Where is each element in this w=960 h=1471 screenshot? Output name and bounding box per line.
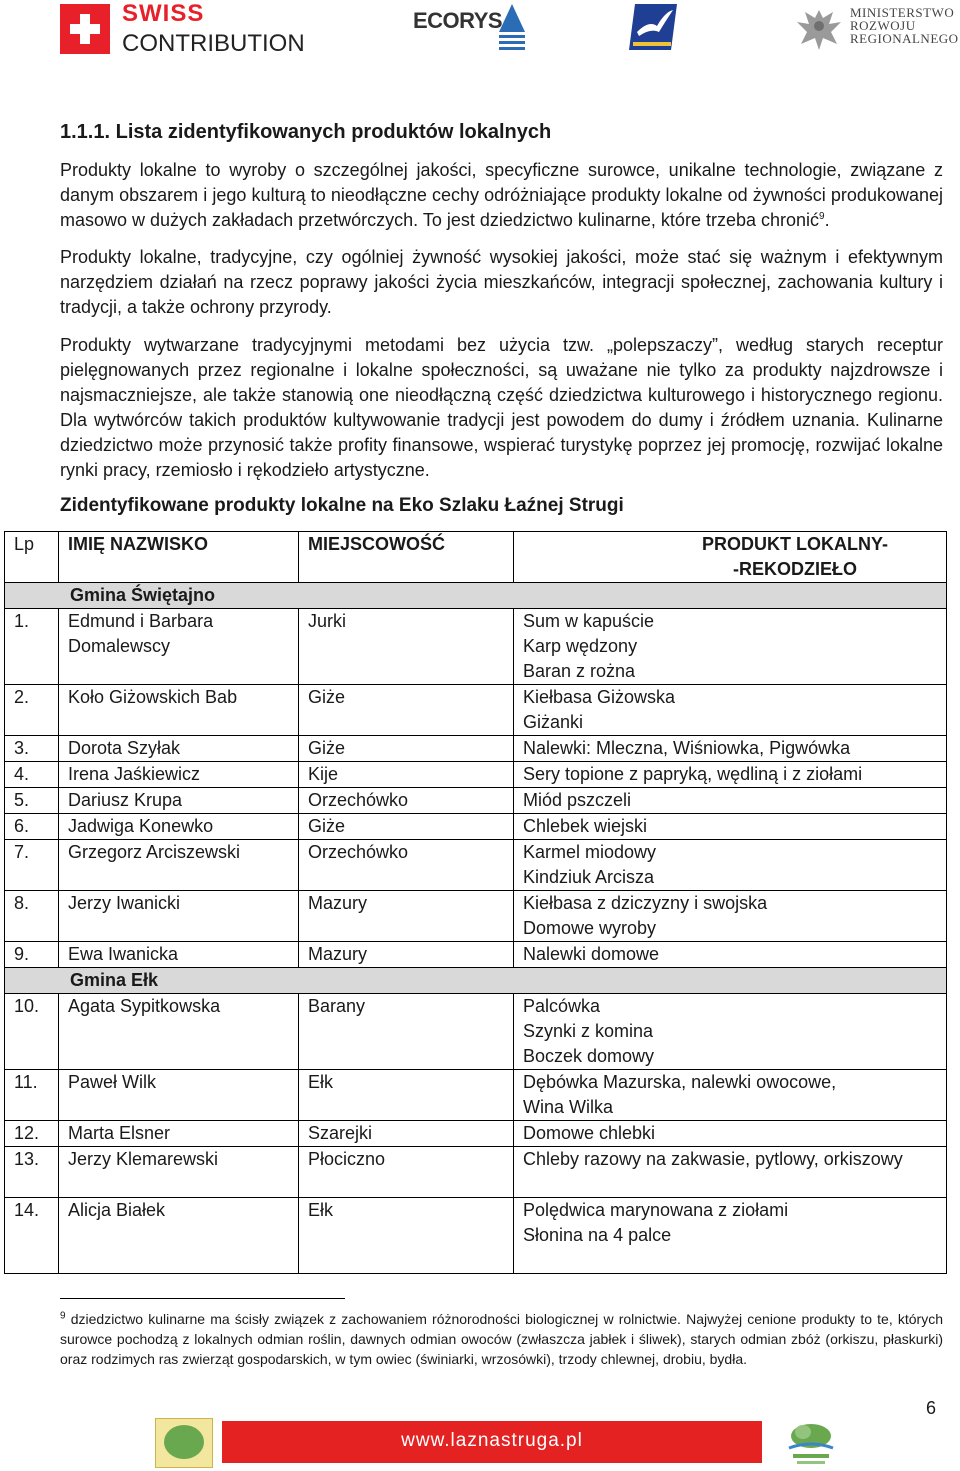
product-line: Sery topione z papryką, wędliną i z ziołami (523, 764, 863, 784)
footnote-divider (60, 1298, 345, 1299)
table-row (5, 1198, 947, 1274)
cell-name-line: Irena Jaśkiewicz (68, 764, 201, 784)
cell-place: Ełk (299, 1070, 514, 1121)
cell-place: Giże (299, 814, 514, 840)
header-lp: Lp (5, 532, 59, 583)
product-line: Baran z rożna (523, 661, 636, 681)
cell-name (59, 1121, 299, 1147)
table-row (5, 891, 947, 942)
paragraph-1: Produkty lokalne to wyroby o szczególnej jakości, specyficzne surowce, unikalne technologie, związane z danym obszarem i jego kulturą to nieodłączne cechy odróżniające produkty lokalne od żywności produkowanej masowo w dużych zakładach przetwórczych. To jest dziedzictwo kulinarne, które trzeba chronić$^9$. (60, 160, 943, 230)
cell-lp: 2. (5, 685, 59, 736)
table-heading: Zidentyfikowane produkty lokalne na Eko Szlaku Łaźnej Strugi (60, 495, 624, 516)
group-name: Gmina Świętajno (5, 583, 947, 609)
footnote-number: 9 (60, 1310, 66, 1322)
product-line: Karp wędzony (523, 636, 638, 656)
cell-name-line: Paweł Wilk (68, 1072, 157, 1092)
product-line: Kiełbasa z dziczyzny i swojska (523, 893, 768, 913)
cell-name-line: Jerzy Klemarewski (68, 1149, 219, 1169)
swiss-logo-text-bottom: CONTRIBUTION (122, 30, 305, 57)
cell-products (514, 788, 947, 814)
polish-eagle-icon (793, 4, 845, 56)
ministry-line-3: REGIONALNEGO (850, 31, 959, 46)
cell-name (59, 942, 299, 968)
product-line: Giżanki (523, 712, 584, 732)
table-row (5, 814, 947, 840)
ecorys-mountain-icon (497, 2, 527, 54)
product-line: Słonina na 4 palce (523, 1225, 672, 1245)
cell-products (514, 994, 947, 1070)
table-row (5, 942, 947, 968)
blank-line (523, 1248, 946, 1273)
cell-name-line: Jerzy Iwanicki (68, 893, 181, 913)
cell-name (59, 891, 299, 942)
table-row (5, 1121, 947, 1147)
cell-name-line: Alicja Białek (68, 1200, 166, 1220)
cell-products (514, 840, 947, 891)
product-line: Kiełbasa Giżowska (523, 687, 676, 707)
cell-products (514, 609, 947, 685)
cell-name-line: Domalewscy (68, 636, 171, 656)
table-row (5, 1070, 947, 1121)
product-line: Miód pszczeli (523, 790, 632, 810)
product-line: Nalewki: Mleczna, Wiśniowka, Pigwówka (523, 738, 851, 758)
header-product-line-2: -REKODZIEŁO (733, 559, 857, 579)
cell-products (514, 1070, 947, 1121)
cell-name-line: Edmund i Barbara (68, 611, 214, 631)
ministry-logo-text (850, 6, 959, 45)
table-row (5, 994, 947, 1070)
header-place: MIEJSCOWOŚĆ (299, 532, 514, 583)
product-line: Chleby razowy na zakwasie, pytlowy, orkiszowy (523, 1149, 903, 1169)
product-line: Kindziuk Arcisza (523, 867, 655, 887)
cell-lp: 1. (5, 609, 59, 685)
table-row (5, 840, 947, 891)
cell-lp: 6. (5, 814, 59, 840)
cell-place: Giże (299, 736, 514, 762)
cell-place: Płociczno (299, 1147, 514, 1198)
group-name: Gmina Ełk (5, 968, 947, 994)
table-group-row (5, 583, 947, 609)
product-line: Boczek domowy (523, 1046, 655, 1066)
cell-name (59, 736, 299, 762)
product-line: Karmel miodowy (523, 842, 657, 862)
cell-place: Orzechówko (299, 788, 514, 814)
product-line: Polędwica marynowana z ziołami (523, 1200, 789, 1220)
cell-name-line: Jadwiga Konewko (68, 816, 214, 836)
cell-name (59, 840, 299, 891)
footnote-text: dziedzictwo kulinarne ma ścisły związek z zachowaniem różnorodności biologicznej w rolnictwie. Najwyżej cenione produkty to te, których surowce pochodzą z lokalnych odmian roślin, dawnych odmian owoców (zwłaszcza jabłek i śliwek), starych odmian zbóż (orkiszu, płaskurki) oraz rodzimych ras zwierząt gospodarskich, w tym owiec (świniarki, wrzosówki), trzody chlewnej, drobiu, bydła. (60, 1311, 943, 1367)
cell-name-line: Marta Elsner (68, 1123, 171, 1143)
footnote (60, 1309, 943, 1369)
swiss-logo-text-top: SWISS (122, 0, 205, 27)
paragraph-2: Produkty lokalne, tradycyjne, czy ogólniej żywność wysokiej jakości, może stać się ważnym i efektywnym narzędziem działań na rzecz poprawy jakości życia mieszkańców, integracji społecznej, zachowania kultury i tradycji, a także ochrony przyrody. (60, 247, 943, 317)
blank-line (523, 1172, 946, 1197)
table-row (5, 609, 947, 685)
swiss-cross-icon-bar (70, 24, 100, 34)
paragraph-1-text: Produkty lokalne to wyroby o szczególnej jakości, specyficzne surowce, unikalne technologie, związane z danym obszarem i jego kulturą to nieodłączne cechy odróżniające produkty lokalne od żywności produkowanej masowo w dużych zakładach przetwórczych. To jest dziedzictwo kulinarne, które trzeba chronić (60, 160, 943, 230)
product-line: Nalewki domowe (523, 944, 660, 964)
cell-products (514, 736, 947, 762)
cell-name (59, 1198, 299, 1274)
cell-place: Orzechówko (299, 840, 514, 891)
cell-lp: 11. (5, 1070, 59, 1121)
cell-name (59, 788, 299, 814)
bird-logo-icon (627, 2, 679, 54)
footer-banner (222, 1421, 762, 1463)
cell-products (514, 1147, 947, 1198)
cell-name (59, 762, 299, 788)
ministry-line-2: ROZWOJU (850, 18, 916, 33)
cell-name (59, 814, 299, 840)
product-line: Domowe wyroby (523, 918, 657, 938)
cell-name-line: Ewa Iwanicka (68, 944, 179, 964)
ministry-line-1: MINISTERSTWO (850, 5, 955, 20)
table-row (5, 1147, 947, 1198)
product-line: Dębówka Mazurska, nalewki owocowe, (523, 1072, 837, 1092)
cell-lp: 7. (5, 840, 59, 891)
cell-name-line: Agata Sypitkowska (68, 996, 221, 1016)
product-line: Domowe chlebki (523, 1123, 656, 1143)
cell-place: Mazury (299, 942, 514, 968)
cell-name (59, 685, 299, 736)
product-line: Chlebek wiejski (523, 816, 648, 836)
cell-name-line: Dorota Szyłak (68, 738, 181, 758)
table-body (5, 583, 947, 1274)
cell-place: Jurki (299, 609, 514, 685)
cell-lp: 5. (5, 788, 59, 814)
cell-lp: 12. (5, 1121, 59, 1147)
footnote-reference: 9 (819, 211, 825, 222)
header-product-line-1: PRODUKT LOKALNY- (702, 534, 888, 554)
paragraph-3: Produkty wytwarzane tradycyjnymi metodami bez użycia tzw. „polepszaczy”, według starych receptur pielęgnowanych przez regionalne i lokalne społeczności, są uważane nie tylko za produkty najzdrowsze i najsmaczniejsze, ale także stanowią one nieodłączną część dziedzictwa kulturowego i historycznego regionu. Dla wytwórców takich produktów kultywowanie tradycji jest powodem do dumy i źródłem uznania. Kulinarne dziedzictwo może przynosić także profity finansowe, wspierać turystykę poprzez jej promocję, rozwijać lokalne rynki pracy, rzemiosło i rękodzieło artystyczne. (60, 335, 943, 480)
cell-name (59, 994, 299, 1070)
product-line: Sum w kapuście (523, 611, 655, 631)
cell-place: Giże (299, 685, 514, 736)
product-line: Szynki z komina (523, 1021, 654, 1041)
cell-products (514, 762, 947, 788)
cell-lp: 4. (5, 762, 59, 788)
product-line: Wina Wilka (523, 1097, 614, 1117)
cell-place: Ełk (299, 1198, 514, 1274)
header-name: IMIĘ NAZWISKO (59, 532, 299, 583)
cell-lp: 3. (5, 736, 59, 762)
cell-place: Barany (299, 994, 514, 1070)
footer-left-logo (155, 1418, 213, 1468)
cell-name-line: Koło Giżowskich Bab (68, 687, 238, 707)
table-row (5, 788, 947, 814)
product-line: Palcówka (523, 996, 601, 1016)
cell-place: Szarejki (299, 1121, 514, 1147)
cell-lp: 10. (5, 994, 59, 1070)
cell-products (514, 1121, 947, 1147)
section-heading: 1.1.1. Lista zidentyfikowanych produktów lokalnych (60, 121, 552, 143)
table-group-row (5, 968, 947, 994)
cell-products (514, 891, 947, 942)
cell-lp: 14. (5, 1198, 59, 1274)
cell-place: Mazury (299, 891, 514, 942)
cell-name (59, 1147, 299, 1198)
header-product (514, 532, 947, 583)
table-header-row (5, 532, 947, 583)
ecorys-logo-text: ECORYS (413, 8, 503, 33)
cell-name-line: Dariusz Krupa (68, 790, 183, 810)
table-row (5, 736, 947, 762)
cell-name-line: Grzegorz Arciszewski (68, 842, 241, 862)
cell-lp: 13. (5, 1147, 59, 1198)
cell-name (59, 609, 299, 685)
footer-url: www.laznastruga.pl (401, 1430, 583, 1451)
cell-place: Kije (299, 762, 514, 788)
table-row (5, 685, 947, 736)
page-number: 6 (926, 1398, 937, 1418)
cell-products (514, 685, 947, 736)
cell-lp: 8. (5, 891, 59, 942)
cell-products (514, 1198, 947, 1274)
footer-left-emblem-icon (164, 1425, 204, 1459)
table-row (5, 762, 947, 788)
cell-products (514, 814, 947, 840)
eko-szlak-logo-icon (783, 1418, 839, 1468)
cell-products (514, 942, 947, 968)
local-products-table (4, 531, 947, 1274)
cell-lp: 9. (5, 942, 59, 968)
cell-name (59, 1070, 299, 1121)
